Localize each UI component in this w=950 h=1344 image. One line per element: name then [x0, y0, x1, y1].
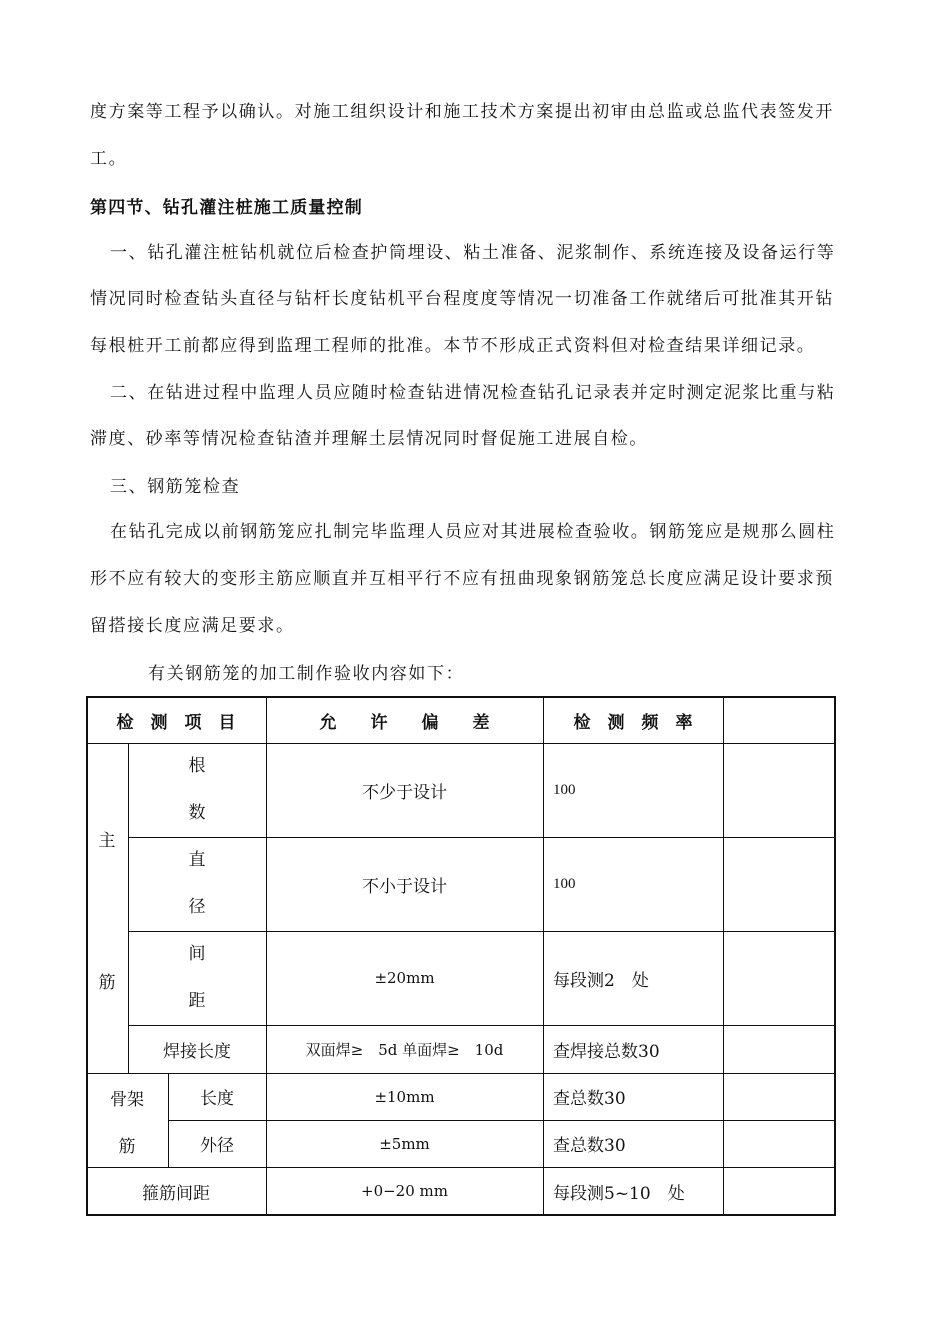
p1-line1: 度方案等工程予以确认。对施工组织设计和施工技术方案提出初审由总监或总监代表签发开 [90, 102, 834, 122]
table-row-outer-diameter-tolerance: ±5mm [379, 1134, 430, 1153]
p5-line2: 形不应有较大的变形主筋应顺直并互相平行不应有扭曲现象钢筋笼总长度应满足设计要求预 [90, 569, 834, 589]
frame-label-2: 筋 [118, 1136, 136, 1157]
table-row-length-item: 长度 [200, 1089, 234, 1109]
main-bar-label-1: 主 [98, 830, 116, 851]
p5-line1: 在钻孔完成以前钢筋笼应扎制完毕监理人员应对其进展检查验收。钢筋笼应是规那么圆柱 [110, 522, 836, 542]
table-row-outer-diameter-item: 外径 [200, 1136, 234, 1156]
frame-label-1: 骨架 [110, 1089, 144, 1110]
table-row-diameter-frequency: 100 [553, 875, 576, 892]
header-frequency: 检 测 频 率 [573, 712, 693, 733]
table-row-count-frequency: 100 [553, 781, 576, 798]
main-bar-label-2: 筋 [98, 972, 116, 993]
table-row-diameter-item: 直 径 [188, 850, 206, 917]
table-row-length-frequency: 查总数30 [553, 1089, 626, 1109]
p5-line3: 留搭接长度应满足要求。 [90, 616, 295, 636]
table-row-spacing-frequency: 每段测2 处 [553, 970, 649, 991]
table-row-stirrup-item: 箍筋间距 [142, 1183, 210, 1204]
table-row-stirrup-frequency: 每段测5~10 处 [553, 1183, 685, 1204]
table-row-spacing-tolerance: ±20mm [374, 969, 435, 987]
p1-line2: 工。 [90, 149, 128, 169]
section-heading: 第四节、钻孔灌注桩施工质量控制 [90, 198, 363, 218]
p4-line1: 三、钢筋笼检查 [110, 477, 241, 497]
p3-line1: 二、在钻进过程中监理人员应随时检查钻进情况检查钻孔记录表并定时测定泥浆比重与粘 [110, 383, 836, 403]
p2-line2: 情况同时检查钻头直径与钻杆长度钻机平台程度度等情况一切准备工作就绪后可批准其开钻 [90, 289, 834, 309]
table-row-weld-tolerance: 双面焊≥ 5d 单面焊≥ 10d [305, 1040, 504, 1059]
table-row-spacing-item: 间 距 [188, 944, 206, 1011]
header-extra [723, 696, 835, 744]
table-row-outer-diameter-frequency: 查总数30 [553, 1136, 626, 1156]
header-item: 检 测 项 目 [116, 712, 236, 733]
table-row-count-item: 根 数 [188, 756, 206, 823]
table-intro: 有关钢筋笼的加工制作验收内容如下： [148, 664, 465, 684]
table-row-diameter-tolerance: 不小于设计 [362, 876, 447, 897]
p2-line3: 每根桩开工前都应得到监理工程师的批准。本节不形成正式资料但对检查结果详细记录。 [90, 336, 816, 356]
rebar-cage-inspection-table [86, 696, 836, 1216]
table-row-weld-frequency: 查焊接总数30 [553, 1041, 660, 1062]
table-row-stirrup-tolerance: +0−20 mm [361, 1182, 448, 1200]
table-row-length-tolerance: ±10mm [374, 1087, 435, 1106]
table-row-weld-item: 焊接长度 [163, 1041, 231, 1062]
p3-line2: 滞度、砂率等情况检查钻渣并理解土层情况同时督促施工进展自检。 [90, 429, 648, 449]
p2-line1: 一、钻孔灌注桩钻机就位后检查护筒埋设、粘土准备、泥浆制作、系统连接及设备运行等 [110, 243, 836, 263]
header-tolerance: 允 许 偏 差 [319, 712, 490, 733]
table-row-count-tolerance: 不少于设计 [362, 782, 447, 803]
